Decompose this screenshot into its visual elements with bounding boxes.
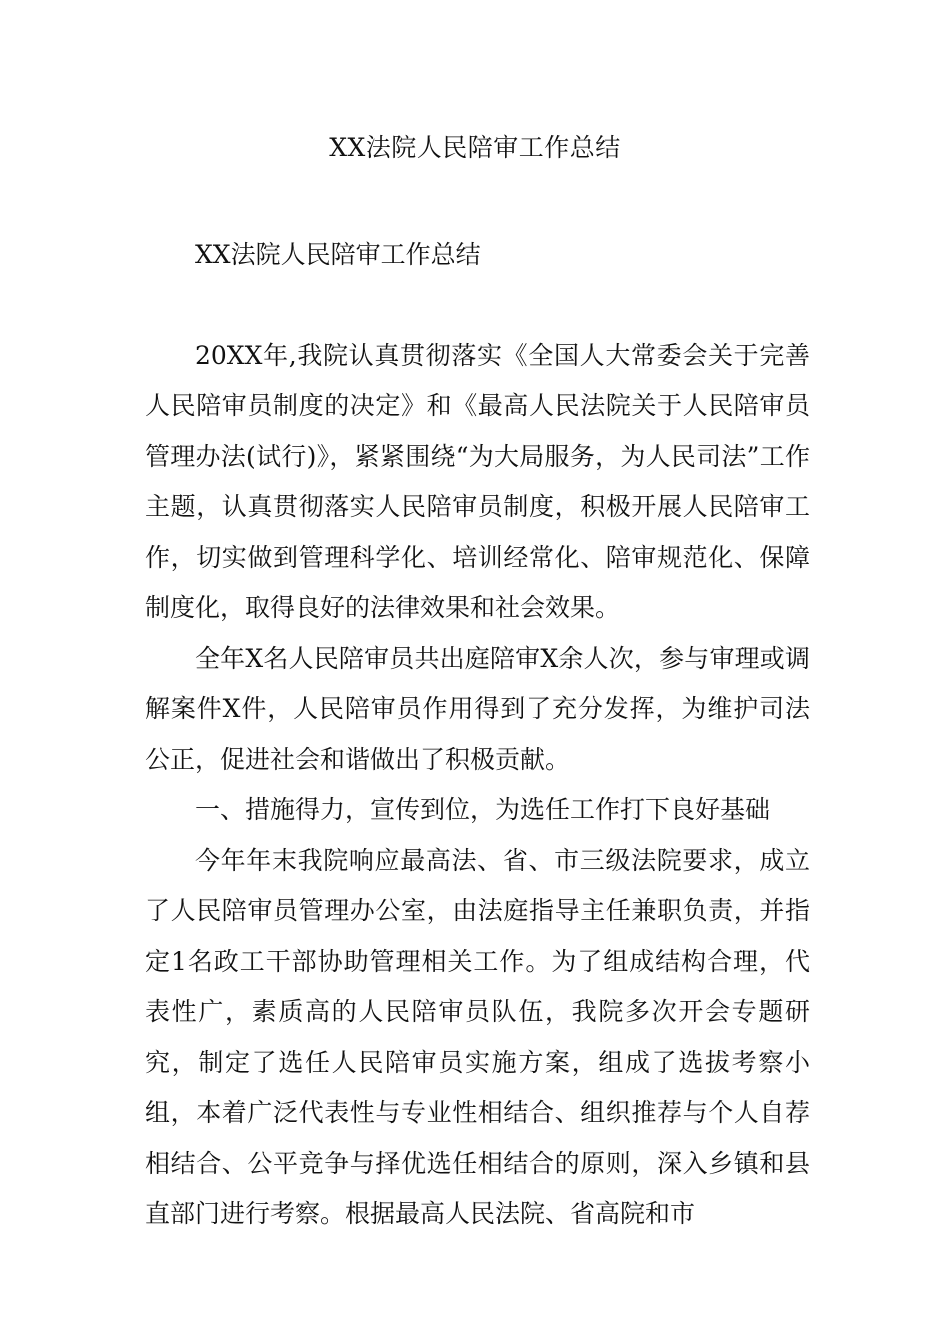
paragraph-intro: 20XX年,我院认真贯彻落实《全国人大常委会关于完善人民陪审员制度的决定》和《最高人民法院关于人民陪审员管理办法(试行)》，紧紧围绕“为大局服务，为人民司法”工作主题，认真贯彻落实人民陪审员制度，积极开展人民陪审工作，切实做到管理科学化、培训经常化、陪审规范化、保障制度化，取得良好的法律效果和社会效果。 <box>145 340 810 622</box>
document-title: XX法院人民陪审工作总结 <box>329 133 621 162</box>
paragraph-summary: 全年X名人民陪审员共出庭陪审X余人次，参与审理或调解案件X件，人民陪审员作用得到了充分发挥，为维护司法公正，促进社会和谐做出了积极贡献。 <box>145 643 810 774</box>
document-subtitle: XX法院人民陪审工作总结 <box>195 240 481 269</box>
section-heading-1: 一、措施得力，宣传到位，为选任工作打下良好基础 <box>195 795 771 824</box>
document-body <box>145 230 810 1240</box>
paragraph-section-1: 今年年末我院响应最高法、省、市三级法院要求，成立了人民陪审员管理办公室，由法庭指导主任兼职负责，并指定1名政工干部协助管理相关工作。为了组成结构合理，代表性广，素质高的人民陪审员队伍，我院多次开会专题研究，制定了选任人民陪审员实施方案，组成了选拔考察小组，本着广泛代表性与专业性相结合、组织推荐与个人自荐相结合、公平竞争与择优选任相结合的原则，深入乡镇和县直部门进行考察。根据最高人民法院、省高院和市 <box>145 845 810 1228</box>
